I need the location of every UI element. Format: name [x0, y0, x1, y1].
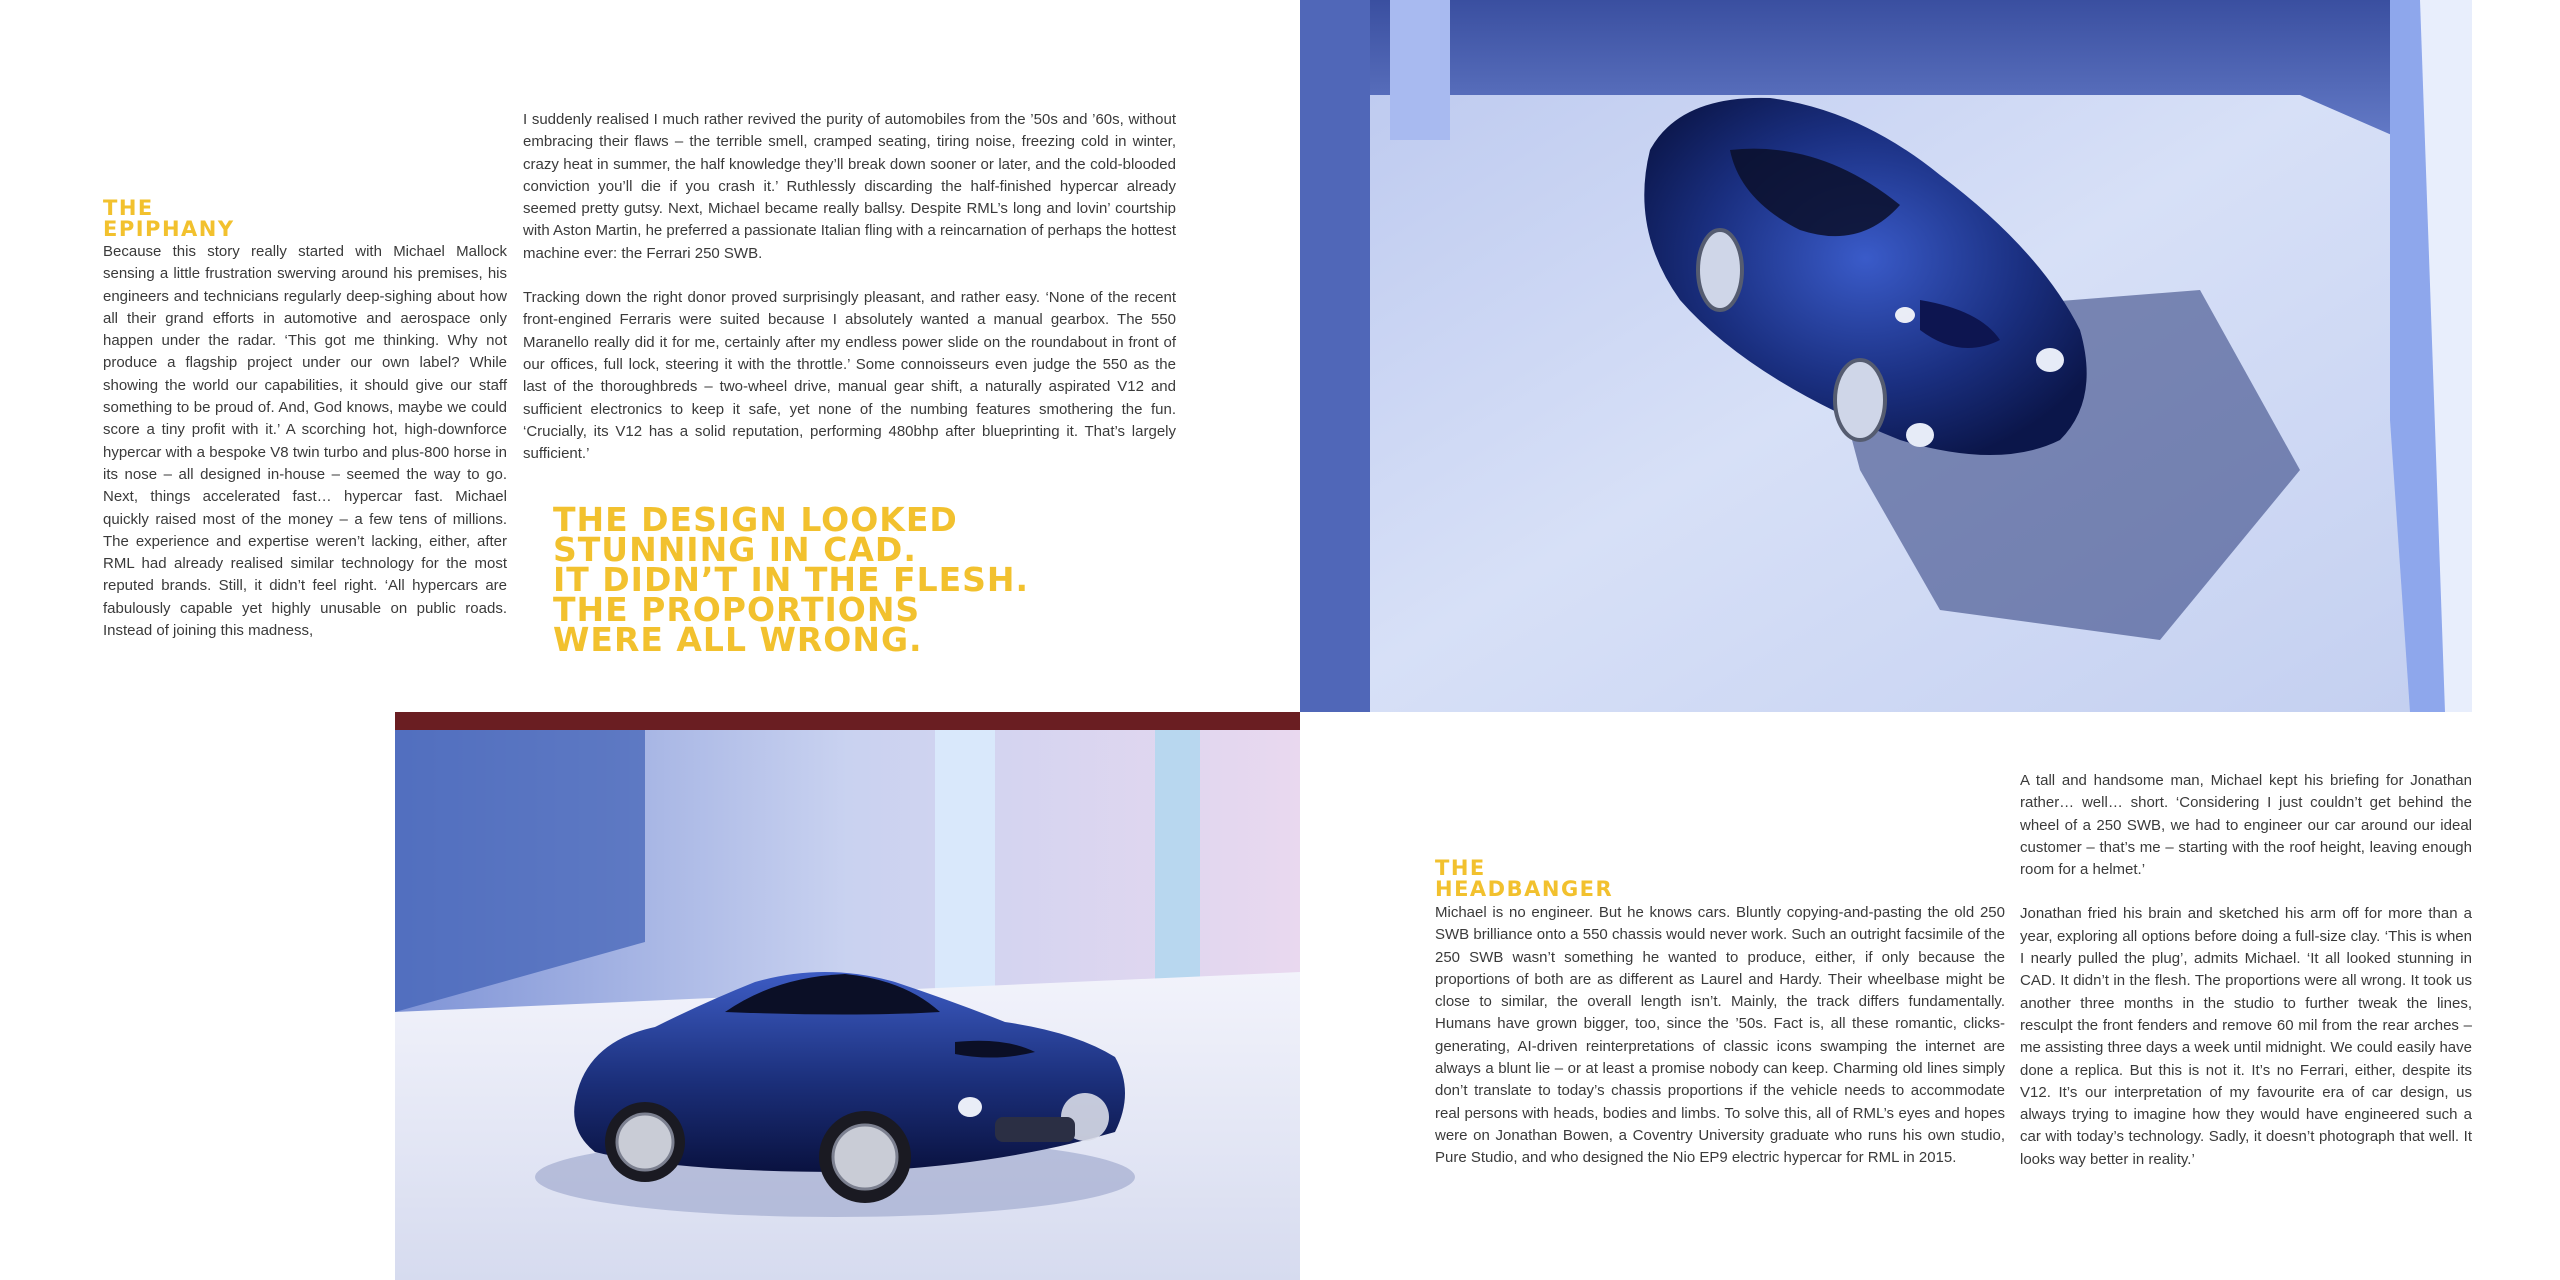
paragraph: Michael is no engineer. But he knows cars. Bluntly copying-and-pasting the old 250 SWB brilliance onto a 550 chassis would never work. Such an outright facsimile of the 250 SWB wasn’t something he wanted to produce, either, if only because the proportions of both are as different as Laurel and Hardy. Their wheelbase might be close to similar, the overall length isn’t. Mainly, the track differs fundamentally. Humans have grown bigger, too, since the ’50s. Fact is, all these romantic, clicks-generating, AI-driven reinterpretations of classic icons swamping the internet are always a blunt lie – or at least a promise nobody can keep. Charming old lines simply don’t translate to today’s chassis proportions if the vehicle needs to accommodate real persons with heads, bodies and limbs. To solve this, all of RML’s eyes and hopes were on Jonathan Bowen, a Coventry University graduate who runs his own studio, Pure Studio, and who designed the Nio EP9 electric hypercar for RML in 2015. — [1435, 904, 2005, 1167]
text-column-bottom-right — [2020, 770, 2472, 1171]
section-heading-epiphany — [103, 198, 235, 240]
section-heading-headbanger — [1435, 858, 1613, 900]
heading-line-1: THE — [103, 196, 154, 220]
pull-quote-line: THE DESIGN LOOKED — [553, 500, 958, 539]
paragraph: A tall and handsome man, Michael kept his briefing for Jonathan rather… well… short. ‘Considering I just couldn’t get behind the wheel of a 250 SWB, we had to engineer our car around our ideal customer – that’s me – starting with the roof height, leaving enough room for a helmet.’ — [2020, 772, 2472, 879]
heading-line-2: HEADBANGER — [1435, 877, 1614, 901]
pull-quote-line: THE PROPORTIONS — [553, 590, 921, 629]
car-top-view-illustration — [1300, 0, 2472, 712]
car-side-view-photo — [395, 712, 1300, 1280]
paragraph: Tracking down the right donor proved surprisingly pleasant, and rather easy. ‘None of the recent front-engined Ferraris were suited because I absolutely wanted a manual gearbox. The 550 Maranello really did it for me, certainly after my endless power slide on the roundabout in front of our offices, full lock, steering it with the throttle.’ Some connoisseurs even judge the 550 as the last of the thoroughbreds – two-wheel drive, manual gear shift, a naturally aspirated V12 and sufficient electronics to keep it safe, yet none of the numbing features smothering the fun. ‘Crucially, its V12 has a solid reputation, performing 480bhp after blueprinting it. That’s largely sufficient.’ — [523, 289, 1176, 463]
car-side-view-illustration — [395, 712, 1300, 1280]
text-column-bottom-left — [1435, 902, 2005, 1170]
car-top-view-photo — [1300, 0, 2472, 712]
text-column-left — [103, 241, 507, 642]
paragraph: Because this story really started with Michael Mallock sensing a little frustration swerving around his premises, his engineers and technicians regularly deep-sighing about how all their grand efforts in automotive and aerospace only happen under the radar. ‘This got me thinking. Why not produce a flagship project under our own label? While showing the world our capabilities, it should give our staff something to be proud of. And, God knows, maybe we could score a tiny profit with it.’ A scorching hot, high-downforce hypercar with a bespoke V8 twin turbo and plus-800 horse in its nose – all designed in-house – seemed the way to go. Next, things accelerated fast… hypercar fast. Michael quickly raised most of the money – a few tens of millions. The experience and expertise weren’t lacking, either, after RML had already realised similar technology for the most reputed brands. Still, it didn’t feel right. ‘All hypercars are fabulously capable yet highly unusable on public roads. Instead of joining this madness, — [103, 243, 507, 640]
pull-quote-line: WERE ALL WRONG. — [553, 620, 923, 659]
heading-line-1: THE — [1435, 856, 1486, 880]
text-column-middle — [523, 109, 1176, 465]
pull-quote — [553, 500, 1193, 659]
pull-quote-line: IT DIDN’T IN THE FLESH. — [553, 560, 1030, 599]
pull-quote-line: STUNNING IN CAD. — [553, 530, 917, 569]
heading-line-2: EPIPHANY — [103, 217, 235, 241]
paragraph: Jonathan fried his brain and sketched his arm off for more than a year, exploring all options before doing a full-size clay. ‘This is when I nearly pulled the plug’, admits Michael. ‘It all looked stunning in CAD. It didn’t in the flesh. The proportions were all wrong. It took us another three months in the studio to further tweak the lines, resculpt the front fenders and remove 60 mil from the rear arches – me assisting three days a week until midnight. We could easily have done a replica. But this is not it. It’s no Ferrari, either, despite its V12. It’s our interpretation of my favourite era of car design, us always trying to imagine how they would have engineered such a car with today’s technology. Sadly, it doesn’t photograph that well. It looks way better in reality.’ — [2020, 905, 2472, 1168]
paragraph: I suddenly realised I much rather revived the purity of automobiles from the ’50s and ’60s, without embracing their flaws – the terrible smell, cramped seating, tiring noise, freezing cold in winter, crazy heat in summer, the half knowledge they’ll break down sooner or later, and the cold-blooded conviction you’ll die if you crash it.’ Ruthlessly discarding the half-finished hypercar already seemed pretty gutsy. Next, Michael became really ballsy. Despite RML’s long and lovin’ courtship with Aston Martin, he preferred a passionate Italian fling with a reincarnation of perhaps the hottest machine ever: the Ferrari 250 SWB. — [523, 111, 1176, 262]
